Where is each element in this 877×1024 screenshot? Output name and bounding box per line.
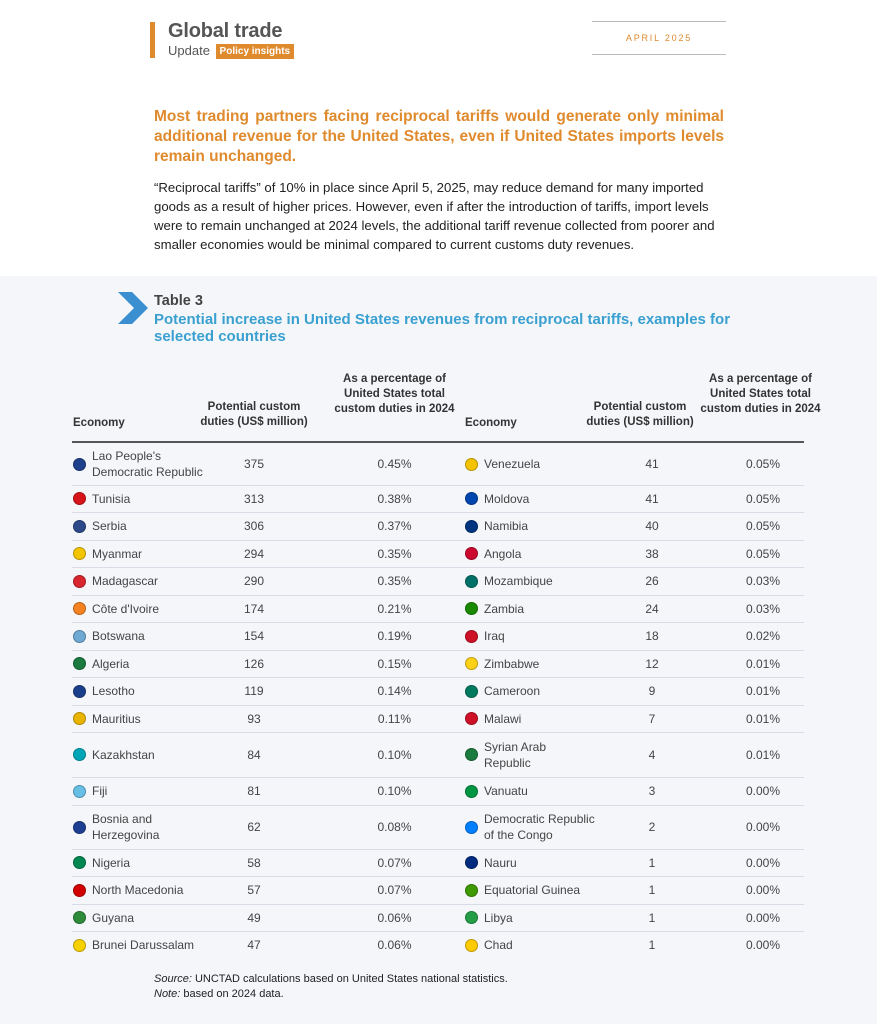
economy-name: Chad <box>484 938 513 952</box>
economy-name: Lesotho <box>92 684 135 698</box>
economy-name: Libya <box>484 910 513 925</box>
header-economy-left: Economy <box>73 417 125 429</box>
economy-name: Vanuatu <box>484 784 528 798</box>
percentage-cell: 0.01% <box>745 747 781 762</box>
duties-cell: 7 <box>648 711 656 726</box>
percentage-cell: 0.21% <box>377 601 412 616</box>
economy-cell <box>465 849 595 876</box>
flag-icon <box>73 856 86 869</box>
flag-icon <box>73 911 86 924</box>
percentage-cell: 0.14% <box>377 684 412 698</box>
flag-icon <box>465 657 478 670</box>
flag-icon <box>73 547 86 560</box>
flag-icon <box>465 458 478 471</box>
economy-cell <box>465 595 595 622</box>
economy-name: Mozambique <box>484 574 553 588</box>
duties-cell: 41 <box>645 457 659 471</box>
economy-cell <box>465 904 595 931</box>
report-subtitle <box>168 43 294 59</box>
economy-name: Algeria <box>92 656 130 671</box>
economy-name: Malawi <box>484 711 522 726</box>
economy-cell <box>73 595 203 622</box>
economy-cell <box>73 443 203 485</box>
economy-cell <box>465 732 595 777</box>
economy-cell <box>465 705 595 732</box>
lead-paragraph: Most trading partners facing reciprocal tariffs would generate only minimal additional revenue for the United States, even if United States imports levels remain unchanged. <box>154 108 724 165</box>
header-pct-right: As a percentage of United States total custom duties in 2024 <box>700 373 821 415</box>
flag-icon <box>465 884 478 897</box>
duties-cell: 306 <box>243 519 265 533</box>
economy-cell <box>465 931 595 959</box>
percentage-cell: 0.06% <box>377 910 412 925</box>
percentage-cell: 0.45% <box>377 457 412 471</box>
flag-icon <box>465 712 478 725</box>
duties-cell: 9 <box>648 684 656 698</box>
economy-name: Nigeria <box>92 855 131 870</box>
economy-cell <box>73 876 203 904</box>
chevron-icon <box>118 292 148 324</box>
economy-name: Iraq <box>484 629 505 643</box>
economy-cell <box>465 677 595 705</box>
percentage-cell: 0.03% <box>745 601 781 616</box>
economy-name: Côte d'Ivoire <box>92 601 159 616</box>
duties-cell: 40 <box>645 519 659 533</box>
percentage-cell: 0.05% <box>745 457 781 471</box>
economy-cell <box>73 904 203 931</box>
table-title: Potential increase in United States revenues from reciprocal tariffs, examples for selected countries <box>154 311 731 345</box>
percentage-cell: 0.00% <box>745 784 781 798</box>
duties-cell: 12 <box>645 656 659 671</box>
percentage-cell: 0.07% <box>377 855 412 870</box>
economy-name: Namibia <box>484 519 529 533</box>
flag-icon <box>465 630 478 643</box>
duties-cell: 49 <box>247 910 261 925</box>
economy-name: Botswana <box>92 629 145 643</box>
economy-cell <box>465 876 595 904</box>
flag-icon <box>465 492 478 505</box>
economy-name: Madagascar <box>92 574 159 588</box>
header-accent-bar <box>150 22 155 58</box>
source-line <box>154 972 508 987</box>
economy-cell <box>465 485 595 512</box>
flag-icon <box>73 884 86 897</box>
economy-name: Tunisia <box>92 491 131 506</box>
flag-icon <box>73 458 86 471</box>
duties-cell: 1 <box>648 910 656 925</box>
duties-cell: 38 <box>645 546 659 561</box>
percentage-cell: 0.38% <box>377 491 412 506</box>
flag-icon <box>73 602 86 615</box>
economy-cell <box>73 849 203 876</box>
duties-cell: 18 <box>645 629 659 643</box>
percentage-cell: 0.00% <box>745 820 781 834</box>
note-label: Note: <box>154 988 181 1000</box>
source-text: UNCTAD calculations based on United States national statistics. <box>191 973 508 985</box>
economy-cell <box>465 567 595 595</box>
duties-cell: 313 <box>243 491 265 506</box>
economy-name: Brunei Darussalam <box>92 938 195 952</box>
flag-icon <box>465 785 478 798</box>
header-duties-left: Potential custom duties (US$ million) <box>200 401 308 428</box>
percentage-cell: 0.10% <box>377 747 412 762</box>
economy-name: Fiji <box>92 784 108 798</box>
percentage-cell: 0.00% <box>745 883 781 897</box>
flag-icon <box>73 821 86 834</box>
flag-icon <box>73 939 86 952</box>
flag-icon <box>465 602 478 615</box>
table-label: Table 3 <box>154 293 203 309</box>
percentage-cell: 0.05% <box>745 491 781 506</box>
flag-icon <box>73 630 86 643</box>
economy-name: Moldova <box>484 491 530 506</box>
economy-name: Guyana <box>92 910 135 925</box>
flag-icon <box>73 685 86 698</box>
percentage-cell: 0.11% <box>377 711 412 726</box>
note-line <box>154 987 508 1002</box>
duties-cell: 1 <box>648 883 656 897</box>
duties-cell: 81 <box>247 784 261 798</box>
flag-icon <box>465 685 478 698</box>
subtitle-text: Update <box>168 43 210 58</box>
economy-cell <box>465 443 595 485</box>
duties-cell: 126 <box>243 656 265 671</box>
economy-name: Nauru <box>484 855 517 870</box>
flag-icon <box>73 748 86 761</box>
intro-paragraph: “Reciprocal tariffs” of 10% in place since April 5, 2025, may reduce demand for many imported goods as a result of higher prices. However, even if after the introduction of tariffs, import levels were to remain unchanged at 2024 levels, the additional tariff revenue collected from poorer and smaller economies would be minimal compared to current customs duty revenues. <box>154 180 715 252</box>
economy-cell <box>465 540 595 567</box>
duties-cell: 3 <box>648 784 656 798</box>
percentage-cell: 0.01% <box>745 711 781 726</box>
flag-icon <box>73 575 86 588</box>
percentage-cell: 0.03% <box>745 574 781 588</box>
flag-icon <box>465 939 478 952</box>
flag-icon <box>465 856 478 869</box>
flag-icon <box>73 712 86 725</box>
header-duties-right: Potential custom duties (US$ million) <box>586 401 694 428</box>
economy-name: Serbia <box>92 519 127 533</box>
duties-cell: 58 <box>247 855 261 870</box>
percentage-cell: 0.00% <box>745 910 781 925</box>
header-economy-right: Economy <box>465 417 517 429</box>
economy-cell <box>465 512 595 540</box>
duties-cell: 26 <box>645 574 659 588</box>
economy-cell <box>73 777 203 805</box>
economy-cell <box>73 931 203 959</box>
duties-cell: 174 <box>243 601 265 616</box>
economy-cell <box>73 622 203 650</box>
economy-name: Angola <box>484 546 522 561</box>
duties-cell: 294 <box>243 546 265 561</box>
economy-cell <box>73 732 203 777</box>
percentage-cell: 0.35% <box>377 546 412 561</box>
duties-cell: 24 <box>645 601 659 616</box>
percentage-cell: 0.01% <box>745 684 781 698</box>
economy-cell <box>465 650 595 677</box>
economy-cell <box>73 677 203 705</box>
percentage-cell: 0.10% <box>377 784 412 798</box>
percentage-cell: 0.37% <box>377 519 412 533</box>
economy-cell <box>73 567 203 595</box>
duties-cell: 93 <box>247 711 261 726</box>
percentage-cell: 0.01% <box>745 656 781 671</box>
percentage-cell: 0.05% <box>745 546 781 561</box>
economy-name: Kazakhstan <box>92 747 155 762</box>
economy-cell <box>73 540 203 567</box>
economy-name: North Macedonia <box>92 883 184 897</box>
economy-name: Zimbabwe <box>484 656 540 671</box>
economy-name: Lao People's Democratic Republic <box>92 449 203 479</box>
economy-cell <box>465 805 595 849</box>
source-note <box>154 972 508 1002</box>
source-label: Source: <box>154 973 192 985</box>
duties-cell: 290 <box>243 574 265 588</box>
percentage-cell: 0.02% <box>745 629 781 643</box>
economy-cell <box>465 777 595 805</box>
economy-cell <box>73 705 203 732</box>
economy-name: Zambia <box>484 601 525 616</box>
duties-cell: 375 <box>243 457 265 471</box>
economy-name: Democratic Republic of the Congo <box>484 812 595 842</box>
flag-icon <box>73 492 86 505</box>
economy-name: Myanmar <box>92 546 143 561</box>
economy-name: Equatorial Guinea <box>484 883 581 897</box>
percentage-cell: 0.05% <box>745 519 781 533</box>
duties-cell: 84 <box>247 747 261 762</box>
duties-cell: 57 <box>247 883 261 897</box>
duties-cell: 1 <box>648 938 656 952</box>
duties-cell: 41 <box>645 491 659 506</box>
economy-cell <box>73 485 203 512</box>
duties-cell: 154 <box>243 629 265 643</box>
economy-name: Mauritius <box>92 711 141 726</box>
note-text: based on 2024 data. <box>180 988 284 1000</box>
header-pct-left: As a percentage of United States total custom duties in 2024 <box>334 373 455 415</box>
duties-cell: 2 <box>648 820 656 834</box>
economy-name: Syrian Arab Republic <box>484 739 547 770</box>
percentage-cell: 0.08% <box>377 820 412 834</box>
flag-icon <box>73 785 86 798</box>
flag-icon <box>465 547 478 560</box>
economy-name: Cameroon <box>484 684 541 698</box>
percentage-cell: 0.00% <box>745 855 781 870</box>
report-date: APRIL 2025 <box>625 33 693 43</box>
percentage-cell: 0.06% <box>377 938 412 952</box>
duties-cell: 119 <box>244 684 264 698</box>
economy-cell <box>73 805 203 849</box>
report-title: Global trade <box>168 20 283 42</box>
duties-cell: 62 <box>247 820 261 834</box>
percentage-cell: 0.19% <box>377 629 412 643</box>
date-box <box>592 21 726 55</box>
flag-icon <box>73 657 86 670</box>
duties-cell: 1 <box>648 855 656 870</box>
flag-icon <box>465 748 478 761</box>
flag-icon <box>465 575 478 588</box>
economy-cell <box>465 622 595 650</box>
percentage-cell: 0.35% <box>377 574 412 588</box>
economy-name: Venezuela <box>484 457 541 471</box>
flag-icon <box>465 520 478 533</box>
economy-cell <box>73 512 203 540</box>
duties-cell: 47 <box>247 938 261 952</box>
economy-name: Bosnia and Herzegovina <box>92 812 160 842</box>
policy-badge: Policy insights <box>216 44 295 59</box>
economy-cell <box>73 650 203 677</box>
flag-icon <box>73 520 86 533</box>
percentage-cell: 0.07% <box>377 883 412 897</box>
percentage-cell: 0.15% <box>377 656 412 671</box>
percentage-cell: 0.00% <box>745 938 781 952</box>
duties-cell: 4 <box>648 747 656 762</box>
flag-icon <box>465 821 478 834</box>
flag-icon <box>465 911 478 924</box>
